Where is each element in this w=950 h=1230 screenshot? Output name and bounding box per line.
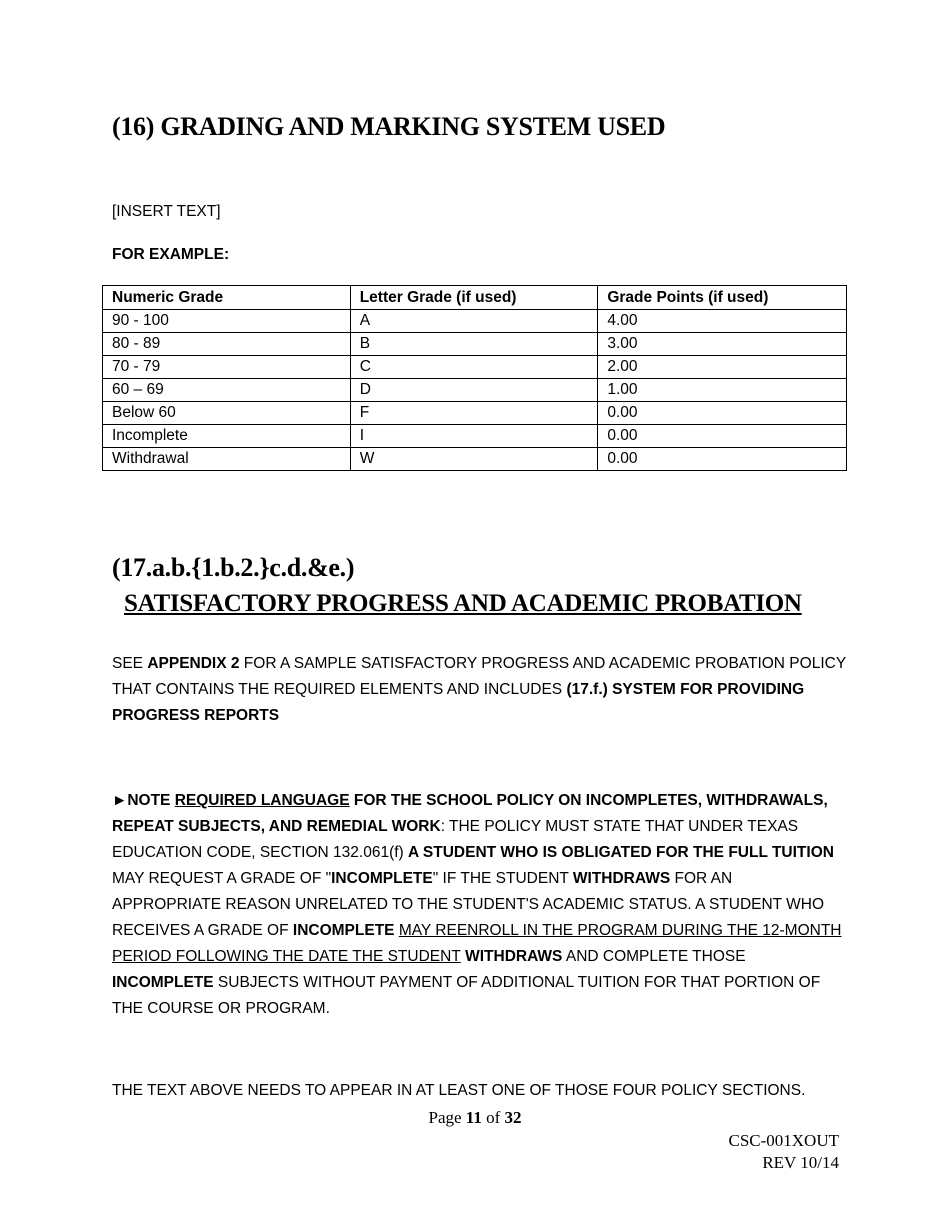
table-cell: 0.00 xyxy=(598,402,847,425)
text-run: WITHDRAWS xyxy=(572,870,671,887)
text-run: SUBJECTS WITHOUT PAYMENT OF ADDITIONAL TUITION FOR THAT PORTION OF xyxy=(213,974,821,991)
text-run: EDUCATION CODE, SECTION 132.061(f) xyxy=(112,844,408,861)
table-row xyxy=(103,448,847,471)
form-code: CSC-001XOUT xyxy=(728,1131,839,1150)
text-run: FOR A SAMPLE SATISFACTORY PROGRESS AND ACADEMIC PROBATION POLICY xyxy=(239,655,847,672)
text-run: FOR THE SCHOOL POLICY ON INCOMPLETES, WITHDRAWALS, xyxy=(349,792,828,809)
table-cell: 80 - 89 xyxy=(103,333,351,356)
table-cell: D xyxy=(350,379,598,402)
paragraph-line: APPROPRIATE REASON UNRELATED TO THE STUDENT'S ACADEMIC STATUS. A STUDENT WHO xyxy=(112,896,825,913)
paragraph-line xyxy=(112,944,847,970)
section-16-heading: (16) GRADING AND MARKING SYSTEM USED xyxy=(112,112,666,141)
appendix-reference-paragraph xyxy=(112,651,847,729)
table-row xyxy=(103,402,847,425)
text-run: INCOMPLETE xyxy=(112,974,214,991)
text-run: Page xyxy=(428,1108,466,1127)
text-run: " IF THE STUDENT xyxy=(432,870,573,887)
table-cell: C xyxy=(350,356,598,379)
text-run: INCOMPLETE xyxy=(292,922,395,939)
table-row xyxy=(103,356,847,379)
text-run: : THE POLICY MUST STATE THAT UNDER TEXAS xyxy=(440,818,799,835)
table-cell: 2.00 xyxy=(598,356,847,379)
text-run: REPEAT SUBJECTS, AND REMEDIAL WORK xyxy=(112,818,441,835)
section-17-heading-number: (17.a.b.{1.b.2.}c.d.&e.) xyxy=(112,553,355,582)
column-header: Grade Points (if used) xyxy=(598,286,847,310)
revision-label: REV 10/14 xyxy=(762,1153,839,1172)
appendix-2-reference: APPENDIX 2 xyxy=(147,655,240,672)
text-run: WITHDRAWS xyxy=(460,948,563,965)
table-row xyxy=(103,379,847,402)
section-17-heading-title: SATISFACTORY PROGRESS AND ACADEMIC PROBATION xyxy=(124,590,802,617)
table-cell: I xyxy=(350,425,598,448)
table-cell: Incomplete xyxy=(103,425,351,448)
column-header: Numeric Grade xyxy=(103,286,351,310)
paragraph-line xyxy=(112,651,847,677)
text-run: SEE xyxy=(112,655,148,672)
total-pages: 32 xyxy=(504,1108,522,1127)
text-run: A STUDENT WHO IS OBLIGATED FOR THE FULL TUITION xyxy=(408,844,834,861)
text-run: AND COMPLETE THOSE xyxy=(562,948,746,965)
text-run: (17.f.) SYSTEM FOR PROVIDING xyxy=(566,681,805,698)
table-row xyxy=(103,310,847,333)
table-cell: 70 - 79 xyxy=(103,356,351,379)
table-cell: 0.00 xyxy=(598,425,847,448)
table-cell: Below 60 xyxy=(103,402,351,425)
text-run: FOR AN xyxy=(670,870,733,887)
for-example-label: FOR EXAMPLE: xyxy=(112,246,230,263)
note-label: ►NOTE xyxy=(112,792,175,809)
text-run: MAY REQUEST A GRADE OF " xyxy=(112,870,332,887)
text-run: RECEIVES A GRADE OF xyxy=(112,922,293,939)
table-cell: Withdrawal xyxy=(103,448,351,471)
table-cell: 3.00 xyxy=(598,333,847,356)
closing-text: THE TEXT ABOVE NEEDS TO APPEAR IN AT LEAST ONE OF THOSE FOUR POLICY SECTIONS. xyxy=(112,1082,806,1099)
table-cell: 60 – 69 xyxy=(103,379,351,402)
table-header-row xyxy=(103,286,847,310)
text-run: THAT CONTAINS THE REQUIRED ELEMENTS AND INCLUDES xyxy=(112,681,567,698)
table-cell: 4.00 xyxy=(598,310,847,333)
table-cell: 90 - 100 xyxy=(103,310,351,333)
paragraph-line xyxy=(112,788,847,814)
table-cell: A xyxy=(350,310,598,333)
paragraph-line xyxy=(112,814,847,840)
note-paragraph xyxy=(112,788,847,1022)
text-run: of xyxy=(481,1108,505,1127)
paragraph-line xyxy=(112,970,847,996)
page-number xyxy=(0,1108,950,1128)
table-cell: 0.00 xyxy=(598,448,847,471)
paragraph-line xyxy=(112,840,847,866)
text-run: INCOMPLETE xyxy=(331,870,433,887)
current-page: 11 xyxy=(465,1108,482,1127)
table-row xyxy=(103,425,847,448)
paragraph-line xyxy=(112,677,847,703)
table-cell: W xyxy=(350,448,598,471)
grading-table xyxy=(102,285,847,471)
paragraph-line xyxy=(112,866,847,892)
column-header: Letter Grade (if used) xyxy=(350,286,598,310)
table-row xyxy=(103,333,847,356)
table-cell: 1.00 xyxy=(598,379,847,402)
text-run: MAY REENROLL IN THE PROGRAM DURING THE 12-MONTH xyxy=(398,922,842,939)
table-cell: F xyxy=(350,402,598,425)
text-run: PERIOD FOLLOWING THE DATE THE STUDENT xyxy=(112,948,461,965)
table-cell: B xyxy=(350,333,598,356)
insert-text-placeholder: [INSERT TEXT] xyxy=(112,203,221,220)
text-run: REQUIRED LANGUAGE xyxy=(174,792,350,809)
paragraph-line xyxy=(112,918,847,944)
paragraph-line: THE COURSE OR PROGRAM. xyxy=(112,1000,330,1017)
paragraph-line: PROGRESS REPORTS xyxy=(112,707,280,724)
